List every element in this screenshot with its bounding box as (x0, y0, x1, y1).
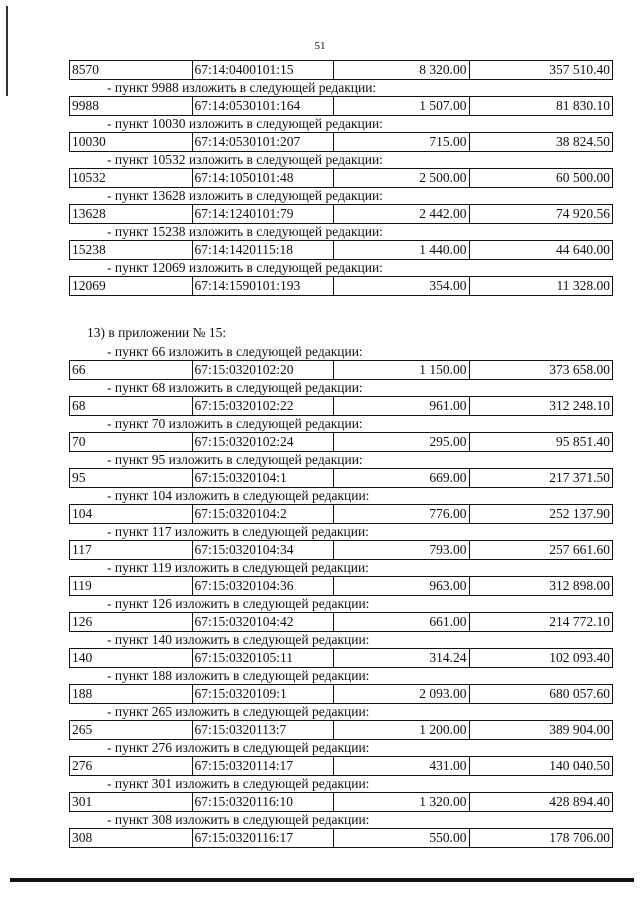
item-number-cell: 119 (72, 578, 92, 593)
item-number-cell: 13628 (72, 206, 106, 221)
amendment-instruction: - пункт 265 изложить в следующей редакции: (107, 704, 370, 719)
value-cell: 312 248.10 (469, 397, 612, 415)
table-row (69, 240, 613, 260)
amendment-instruction: - пункт 10030 изложить в следующей редакции: (107, 116, 383, 131)
item-number-cell: 95 (72, 470, 86, 485)
area-cell: 1 320.00 (333, 793, 469, 811)
value-cell: 11 328.00 (469, 277, 612, 295)
amendment-instruction: - пункт 15238 изложить в следующей редакции: (107, 224, 383, 239)
cadastral-number-cell: 67:14:0400101:15 (192, 61, 333, 79)
item-number-cell: 265 (72, 722, 93, 737)
item-number-cell: 9988 (72, 98, 99, 113)
amendment-instruction: - пункт 188 изложить в следующей редакции: (107, 668, 370, 683)
amendment-instruction: - пункт 66 изложить в следующей редакции: (107, 344, 363, 359)
cadastral-number-cell: 67:15:0320102:24 (192, 433, 333, 451)
area-cell: 963.00 (333, 577, 469, 595)
cadastral-number-cell: 67:15:0320116:17 (192, 829, 333, 847)
amendments-block-2 (69, 344, 613, 848)
cadastral-number-cell: 67:15:0320114:17 (192, 757, 333, 775)
item-number-cell: 70 (72, 434, 86, 449)
item-number-cell: 117 (72, 542, 92, 557)
area-cell: 1 200.00 (333, 721, 469, 739)
table-row (69, 828, 613, 848)
value-cell: 81 830.10 (469, 97, 612, 115)
amendment-instruction: - пункт 95 изложить в следующей редакции: (107, 452, 363, 467)
cadastral-number-cell: 67:14:0530101:207 (192, 133, 333, 151)
value-cell: 428 894.40 (469, 793, 612, 811)
area-cell: 661.00 (333, 613, 469, 631)
area-cell: 2 442.00 (333, 205, 469, 223)
item-number-cell: 12069 (72, 278, 106, 293)
table-row (69, 360, 613, 380)
item-number-cell: 301 (72, 794, 93, 809)
area-cell: 1 440.00 (333, 241, 469, 259)
item-number-cell: 10532 (72, 170, 106, 185)
table-row (69, 132, 613, 152)
cadastral-number-cell: 67:15:0320116:10 (192, 793, 333, 811)
amendment-instruction: - пункт 119 изложить в следующей редакции: (107, 560, 369, 575)
cadastral-number-cell: 67:15:0320109:1 (192, 685, 333, 703)
cadastral-number-cell: 67:14:1240101:79 (192, 205, 333, 223)
table-row (69, 648, 613, 668)
table-row (69, 204, 613, 224)
value-cell: 217 371.50 (469, 469, 612, 487)
amendment-instruction: - пункт 13628 изложить в следующей редакции: (107, 188, 383, 203)
table-row (69, 576, 613, 596)
value-cell: 102 093.40 (469, 649, 612, 667)
value-cell: 312 898.00 (469, 577, 612, 595)
cadastral-number-cell: 67:15:0320102:20 (192, 361, 333, 379)
value-cell: 95 851.40 (469, 433, 612, 451)
table-row (69, 756, 613, 776)
amendment-instruction: - пункт 70 изложить в следующей редакции: (107, 416, 363, 431)
amendment-instruction: - пункт 301 изложить в следующей редакции: (107, 776, 370, 791)
area-cell: 793.00 (333, 541, 469, 559)
area-cell: 8 320.00 (333, 61, 469, 79)
amendment-instruction: - пункт 12069 изложить в следующей редакции: (107, 260, 383, 275)
amendment-instruction: - пункт 117 изложить в следующей редакции: (107, 524, 369, 539)
table-row (69, 96, 613, 116)
cadastral-number-cell: 67:15:0320102:22 (192, 397, 333, 415)
item-number-cell: 104 (72, 506, 93, 521)
table-row (69, 432, 613, 452)
value-cell: 389 904.00 (469, 721, 612, 739)
cadastral-number-cell: 67:14:1590101:193 (192, 277, 333, 295)
cadastral-number-cell: 67:14:0530101:164 (192, 97, 333, 115)
item-number-cell: 66 (72, 362, 86, 377)
area-cell: 1 150.00 (333, 361, 469, 379)
amendment-instruction: - пункт 140 изложить в следующей редакции: (107, 632, 370, 647)
table-row (69, 60, 613, 80)
amendments-block-1 (69, 60, 613, 296)
area-cell: 2 500.00 (333, 169, 469, 187)
table-row (69, 612, 613, 632)
table-row (69, 276, 613, 296)
item-number-cell: 308 (72, 830, 93, 845)
amendment-instruction: - пункт 104 изложить в следующей редакции: (107, 488, 370, 503)
cadastral-number-cell: 67:14:1420115:18 (192, 241, 333, 259)
table-row (69, 468, 613, 488)
table-row (69, 504, 613, 524)
value-cell: 140 040.50 (469, 757, 612, 775)
table-row (69, 540, 613, 560)
area-cell: 431.00 (333, 757, 469, 775)
area-cell: 2 093.00 (333, 685, 469, 703)
item-number-cell: 8570 (72, 62, 99, 77)
area-cell: 295.00 (333, 433, 469, 451)
item-number-cell: 68 (72, 398, 86, 413)
cadastral-number-cell: 67:15:0320104:42 (192, 613, 333, 631)
amendment-instruction: - пункт 9988 изложить в следующей редакции: (107, 80, 377, 95)
amendment-instruction: - пункт 276 изложить в следующей редакции: (107, 740, 370, 755)
value-cell: 60 500.00 (469, 169, 612, 187)
amendment-instruction: - пункт 308 изложить в следующей редакции: (107, 812, 370, 827)
cadastral-number-cell: 67:15:0320104:36 (192, 577, 333, 595)
table-row (69, 792, 613, 812)
area-cell: 314.24 (333, 649, 469, 667)
area-cell: 715.00 (333, 133, 469, 151)
amendment-instruction: - пункт 126 изложить в следующей редакции: (107, 596, 370, 611)
table-row (69, 684, 613, 704)
amendment-instruction: - пункт 68 изложить в следующей редакции: (107, 380, 363, 395)
item-number-cell: 140 (72, 650, 93, 665)
section-title: 13) в приложении № 15: (87, 325, 227, 340)
table-row (69, 168, 613, 188)
value-cell: 252 137.90 (469, 505, 612, 523)
value-cell: 373 658.00 (469, 361, 612, 379)
document-body (69, 60, 613, 848)
value-cell: 44 640.00 (469, 241, 612, 259)
cadastral-number-cell: 67:15:0320105:11 (192, 649, 333, 667)
footer-rule (10, 878, 634, 882)
value-cell: 74 920.56 (469, 205, 612, 223)
cadastral-number-cell: 67:15:0320104:1 (192, 469, 333, 487)
page-number: 51 (314, 40, 326, 52)
item-number-cell: 126 (72, 614, 93, 629)
area-cell: 669.00 (333, 469, 469, 487)
area-cell: 1 507.00 (333, 97, 469, 115)
cadastral-number-cell: 67:15:0320104:34 (192, 541, 333, 559)
item-number-cell: 10030 (72, 134, 106, 149)
area-cell: 776.00 (333, 505, 469, 523)
area-cell: 550.00 (333, 829, 469, 847)
value-cell: 214 772.10 (469, 613, 612, 631)
value-cell: 257 661.60 (469, 541, 612, 559)
area-cell: 961.00 (333, 397, 469, 415)
value-cell: 178 706.00 (469, 829, 612, 847)
table-row (69, 720, 613, 740)
item-number-cell: 188 (72, 686, 93, 701)
value-cell: 680 057.60 (469, 685, 612, 703)
cadastral-number-cell: 67:15:0320113:7 (192, 721, 333, 739)
value-cell: 357 510.40 (469, 61, 612, 79)
amendment-instruction: - пункт 10532 изложить в следующей редакции: (107, 152, 383, 167)
cadastral-number-cell: 67:15:0320104:2 (192, 505, 333, 523)
area-cell: 354.00 (333, 277, 469, 295)
item-number-cell: 276 (72, 758, 93, 773)
item-number-cell: 15238 (72, 242, 106, 257)
value-cell: 38 824.50 (469, 133, 612, 151)
table-row (69, 396, 613, 416)
cadastral-number-cell: 67:14:1050101:48 (192, 169, 333, 187)
